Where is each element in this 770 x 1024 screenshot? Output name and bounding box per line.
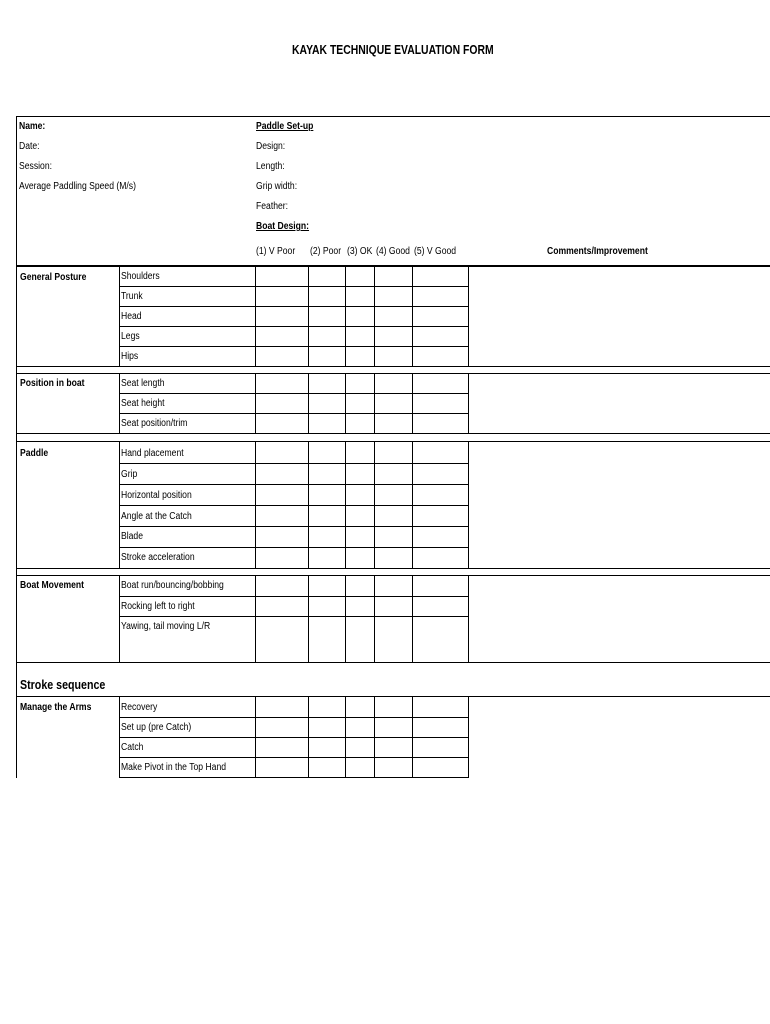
section-divider (16, 366, 770, 367)
row-line (119, 717, 469, 718)
section-divider (16, 373, 770, 374)
item-label: Blade (121, 531, 143, 542)
row-line (119, 777, 469, 778)
item-label: Head (121, 311, 142, 322)
row-line (119, 526, 469, 527)
col-line (119, 576, 120, 662)
item-label: Catch (121, 742, 144, 753)
item-label: Shoulders (121, 271, 160, 282)
section-divider (16, 433, 770, 434)
item-label: Stroke acceleration (121, 552, 195, 563)
item-label: Seat length (121, 378, 165, 389)
section-divider (16, 696, 770, 697)
item-label: Hips (121, 351, 139, 362)
section-position-in-boat: Position in boat (20, 378, 85, 389)
rating-2-header: (2) Poor (310, 246, 342, 257)
col-line (308, 374, 309, 433)
col-line (345, 576, 346, 662)
item-label: Grip (121, 469, 138, 480)
row-line (119, 547, 469, 548)
section-divider (16, 575, 770, 576)
frame-top (16, 116, 770, 117)
col-line (308, 576, 309, 662)
col-line (468, 576, 469, 662)
col-line (345, 374, 346, 433)
row-line (119, 505, 469, 506)
item-label: Horizontal position (121, 490, 192, 501)
design-label: Design: (256, 141, 286, 152)
row-line (119, 286, 469, 287)
feather-label: Feather: (256, 201, 289, 212)
col-line (374, 374, 375, 433)
section-manage-arms: Manage the Arms (20, 702, 92, 713)
col-line (412, 576, 413, 662)
col-line (374, 576, 375, 662)
speed-label: Average Paddling Speed (M/s) (19, 181, 136, 192)
name-label: Name: (19, 121, 46, 132)
section-divider (16, 265, 770, 267)
item-label: Seat height (121, 398, 165, 409)
item-label: Set up (pre Catch) (121, 722, 192, 733)
item-label: Rocking left to right (121, 601, 195, 612)
row-line (119, 306, 469, 307)
frame-left (16, 116, 17, 778)
session-label: Session: (19, 161, 52, 172)
col-line (255, 374, 256, 433)
col-line (255, 576, 256, 662)
comments-header: Comments/Improvement (547, 246, 648, 257)
row-line (119, 346, 469, 347)
col-line (468, 374, 469, 433)
length-label: Length: (256, 161, 285, 172)
row-line (119, 484, 469, 485)
item-label: Angle at the Catch (121, 511, 192, 522)
section-divider (16, 662, 770, 663)
section-boat-movement: Boat Movement (20, 580, 85, 591)
rating-4-header: (4) Good (376, 246, 410, 257)
col-line (119, 374, 120, 433)
section-general-posture: General Posture (20, 272, 87, 283)
grip-width-label: Grip width: (256, 181, 298, 192)
row-line (119, 413, 469, 414)
rating-1-header: (1) V Poor (256, 246, 296, 257)
item-label: Legs (121, 331, 140, 342)
form-title: KAYAK TECHNIQUE EVALUATION FORM (292, 42, 494, 57)
section-stroke-sequence: Stroke sequence (20, 677, 106, 692)
col-line (255, 267, 256, 366)
col-line (412, 374, 413, 433)
item-label: Recovery (121, 702, 158, 713)
item-label: Make Pivot in the Top Hand (121, 762, 227, 773)
section-divider (16, 568, 770, 569)
row-line (119, 326, 469, 327)
item-label: Trunk (121, 291, 143, 302)
item-label: Boat run/bouncing/bobbing (121, 580, 224, 591)
section-paddle: Paddle (20, 448, 49, 459)
date-label: Date: (19, 141, 40, 152)
boat-design-label: Boat Design: (256, 221, 310, 232)
row-line (119, 463, 469, 464)
col-line (119, 267, 120, 366)
row-line (119, 596, 469, 597)
item-label: Seat position/trim (121, 418, 188, 429)
row-line (119, 757, 469, 758)
row-line (119, 616, 469, 617)
col-line (345, 267, 346, 366)
row-line (119, 393, 469, 394)
rating-3-header: (3) OK (347, 246, 373, 257)
item-label: Yawing, tail moving L/R (121, 621, 211, 632)
item-label: Hand placement (121, 448, 184, 459)
col-line (308, 267, 309, 366)
col-line (374, 267, 375, 366)
paddle-setup-heading: Paddle Set-up (256, 121, 314, 132)
rating-5-header: (5) V Good (414, 246, 457, 257)
row-line (119, 737, 469, 738)
col-line (412, 267, 413, 366)
col-line (468, 267, 469, 366)
section-divider (16, 441, 770, 442)
